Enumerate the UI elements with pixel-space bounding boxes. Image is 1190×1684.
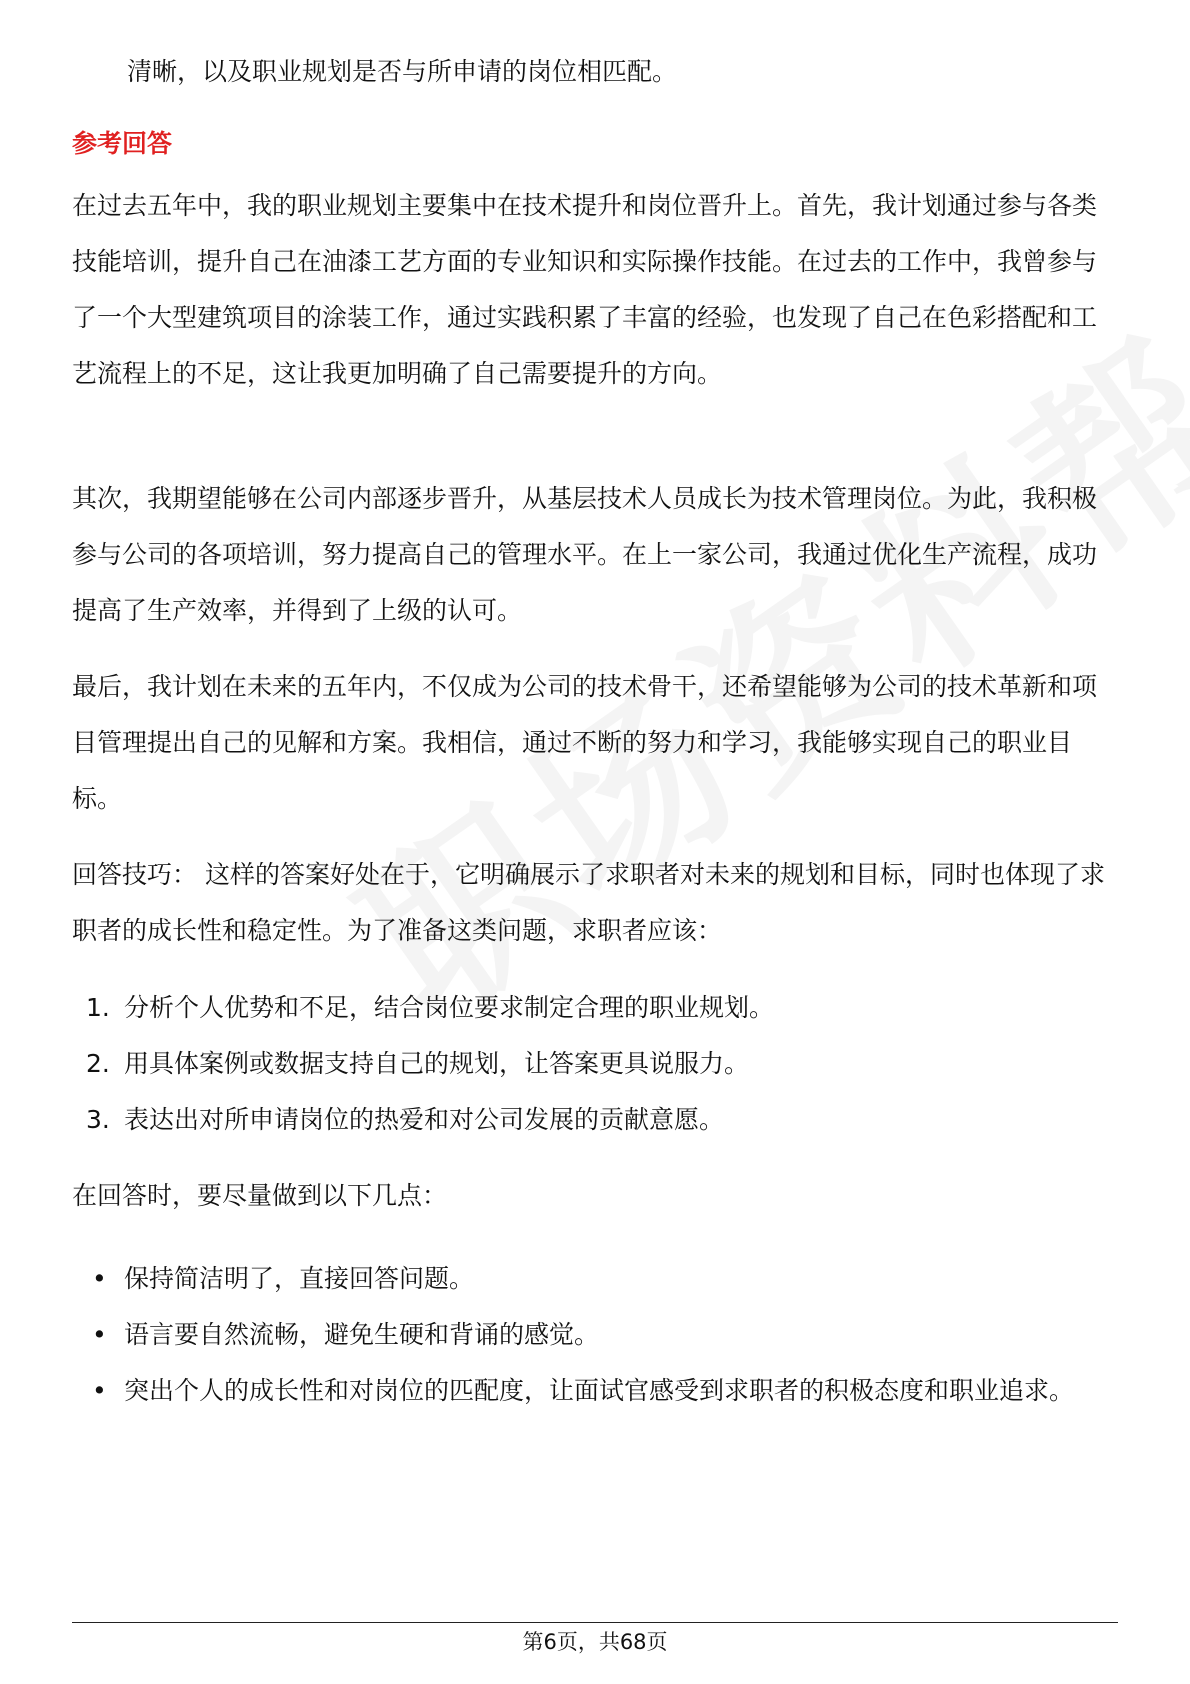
bullet-icon: • (92, 1320, 107, 1349)
numbered-list (72, 980, 1118, 1148)
list-item (72, 1036, 1118, 1092)
list-item (72, 1092, 1118, 1148)
list-number: 2. (86, 1049, 110, 1078)
paragraph-1: 在过去五年中，我的职业规划主要集中在技术提升和岗位晋升上。首先，我计划通过参与各类技能培训，提升自己在油漆工艺方面的专业知识和实际操作技能。在过去的工作中，我曾参与了一个大型建筑项目的涂装工作，通过实践积累了丰富的经验，也发现了自己在色彩搭配和工艺流程上的不足，这让我更加明确了自己需要提升的方向。 (72, 191, 1098, 388)
list-text: 语言要自然流畅，避免生硬和背诵的感觉。 (124, 1320, 600, 1349)
footer-divider (72, 1622, 1118, 1623)
list-item (72, 980, 1118, 1036)
list-text: 分析个人优势和不足，结合岗位要求制定合理的职业规划。 (124, 993, 775, 1022)
paragraph-3: 最后，我计划在未来的五年内，不仅成为公司的技术骨干，还希望能够为公司的技术革新和项目管理提出自己的见解和方案。我相信，通过不断的努力和学习，我能够实现自己的职业目标。 (72, 672, 1098, 813)
list-number: 1. (86, 993, 110, 1022)
list-item (72, 1251, 1118, 1307)
bullet-icon: • (92, 1264, 107, 1293)
paragraph-tips: 回答技巧： 这样的答案好处在于，它明确展示了求职者对未来的规划和目标，同时也体现了求职者的成长性和稳定性。为了准备这类问题，求职者应该： (72, 860, 1105, 945)
list-text: 表达出对所申请岗位的热爱和对公司发展的贡献意愿。 (124, 1105, 725, 1134)
list-text: 突出个人的成长性和对岗位的匹配度，让面试官感受到求职者的积极态度和职业追求。 (124, 1376, 1075, 1405)
section-title: 参考回答 (72, 129, 173, 158)
list-item (72, 1307, 1118, 1363)
intro-points: 在回答时，要尽量做到以下几点： (72, 1181, 448, 1210)
list-item (72, 1363, 1118, 1419)
paragraph-2: 其次，我期望能够在公司内部逐步晋升，从基层技术人员成长为技术管理岗位。为此，我积极参与公司的各项培训，努力提高自己的管理水平。在上一家公司，我通过优化生产流程，成功提高了生产效率，并得到了上级的认可。 (72, 484, 1098, 625)
bullet-icon: • (92, 1376, 107, 1405)
list-text: 保持简洁明了，直接回答问题。 (124, 1264, 475, 1293)
page-number: 第6页，共68页 (522, 1630, 668, 1654)
list-text: 用具体案例或数据支持自己的规划，让答案更具说服力。 (124, 1049, 750, 1078)
continued-line: 清晰，以及职业规划是否与所申请的岗位相匹配。 (127, 57, 678, 86)
bullet-list (72, 1251, 1118, 1419)
list-number: 3. (86, 1105, 110, 1134)
